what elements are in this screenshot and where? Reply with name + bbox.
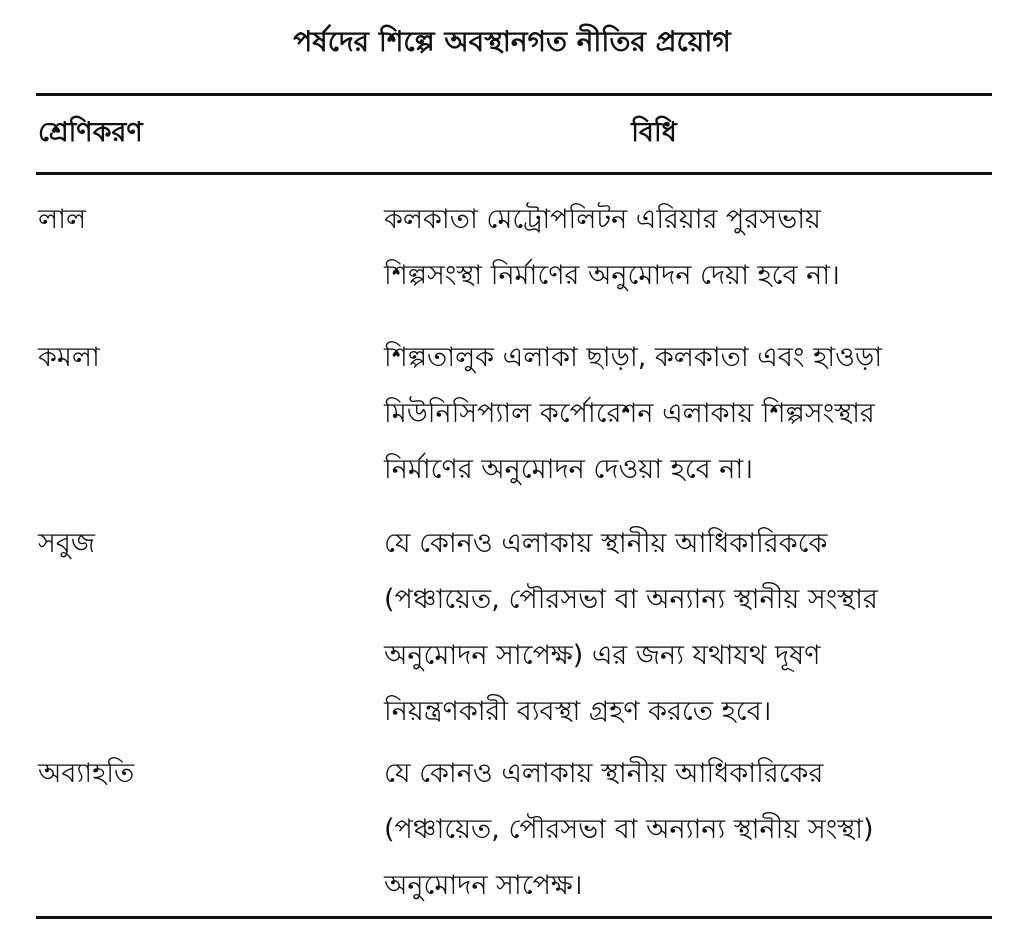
rule-line: মিউনিসিপ্যাল কর্পোরেশন এলাকায় শিল্পসংস্থার (384, 398, 875, 429)
rule-line: শিল্পতালুক এলাকা ছাড়া, কলকাতা এবং হাওড়া (384, 342, 883, 373)
document-title: পর্ষদের শিল্পে অবস্থানগত নীতির প্রয়োগ (293, 25, 731, 58)
category-cell: সবুজ (38, 528, 96, 559)
rule-cell (384, 200, 984, 312)
rule-line: অনুমোদন সাপেক্ষ। (384, 870, 583, 901)
column-header-rule: বিধি (631, 117, 677, 148)
table-top-rule (36, 93, 992, 96)
rule-line: (পঞ্চায়েত, পৌরসভা বা অন্যান্য স্থানীয় সংস্থার (384, 584, 878, 615)
rule-line: নিয়ন্ত্রণকারী ব্যবস্থা গ্রহণ করতে হবে। (384, 696, 772, 727)
table-bottom-rule (36, 916, 992, 919)
rule-line: (পঞ্চায়েত, পৌরসভা বা অন্যান্য স্থানীয় সংস্থা) (384, 814, 874, 845)
rule-cell (384, 338, 984, 506)
category-cell: কমলা (38, 342, 100, 373)
rule-line: শিল্পসংস্থা নির্মাণের অনুমোদন দেয়া হবে না। (384, 260, 840, 291)
column-header-category: শ্রেণিকরণ (38, 117, 143, 148)
rule-line: অনুমোদন সাপেক্ষ) এর জন্য যথাযথ দূষণ (384, 640, 821, 671)
rule-line: কলকাতা মেট্রোপলিটন এরিয়ার পুরসভায় (384, 204, 821, 235)
table-header-rule (36, 172, 992, 175)
rule-line: নির্মাণের অনুমোদন দেওয়া হবে না। (384, 454, 753, 485)
rule-line: যে কোনও এলাকায় স্থানীয় আধিকারিককে (384, 528, 828, 559)
rule-cell (384, 524, 984, 748)
rule-cell (384, 754, 984, 922)
category-cell: অব্যাহতি (38, 758, 135, 789)
category-cell: লাল (38, 204, 87, 235)
rule-line: যে কোনও এলাকায় স্থানীয় আধিকারিকের (384, 758, 824, 789)
